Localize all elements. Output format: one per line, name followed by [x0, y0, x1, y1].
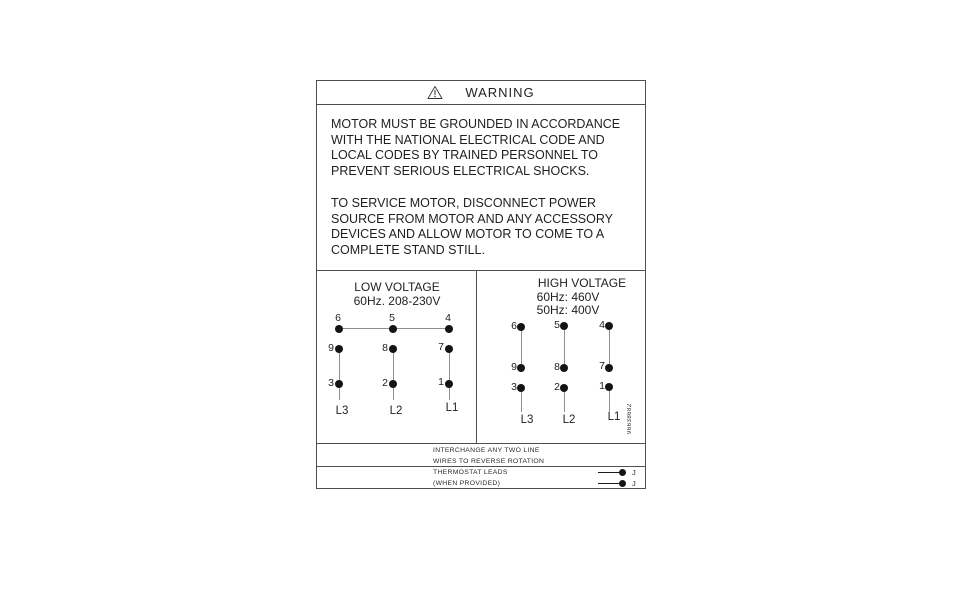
terminal-dot-7: [445, 345, 453, 353]
warning-title: WARNING: [465, 85, 535, 100]
line-label-L2: L2: [389, 405, 403, 417]
terminal-dot-9: [335, 345, 343, 353]
thermostat-lead-dot: [619, 469, 626, 476]
terminal-label: 5: [389, 312, 395, 324]
grounding-paragraph: [331, 117, 631, 179]
terminal-label: 2: [554, 381, 560, 393]
body-line: PREVENT SERIOUS ELECTRICAL SHOCKS.: [331, 163, 590, 178]
low-voltage-subtitle: 60Hz. 208-230V: [353, 294, 441, 308]
warning-header: [317, 81, 645, 105]
terminal-dot-2: [560, 384, 568, 392]
high-voltage-diagram: [477, 271, 645, 444]
terminal-label: 9: [511, 361, 517, 373]
body-line: MOTOR MUST BE GROUNDED IN ACCORDANCE: [331, 117, 621, 131]
low-voltage-diagram: [317, 271, 477, 444]
terminal-dot-7: [605, 364, 613, 372]
terminal-dot-8: [389, 345, 397, 353]
warning-triangle-icon: [427, 85, 443, 100]
terminal-label: 4: [599, 319, 605, 331]
terminal-label: 3: [511, 381, 517, 393]
body-line: SOURCE FROM MOTOR AND ANY ACCESSORY: [331, 211, 614, 226]
terminal-label: 9: [328, 342, 334, 354]
wire-6-9: [521, 327, 522, 368]
thermostat-lead-wire: [598, 472, 620, 473]
thermostat-lead-symbol: [598, 469, 640, 477]
terminal-dot-4: [605, 322, 613, 330]
terminal-label: 5: [554, 319, 560, 331]
terminal-dot-6: [517, 323, 525, 331]
terminal-label: 1: [599, 380, 605, 392]
low-voltage-title: LOW VOLTAGE: [354, 280, 440, 294]
line-label-L3: L3: [335, 405, 349, 417]
high-voltage-subtitle-60hz: 60Hz: 460V: [536, 290, 600, 304]
terminal-dot-1: [605, 383, 613, 391]
high-voltage-title: HIGH VOLTAGE: [537, 276, 627, 290]
wiring-diagrams: [317, 270, 645, 443]
thermostat-lead-label: J: [632, 468, 636, 477]
line-label-L1: L1: [607, 411, 621, 423]
line-label-L1: L1: [445, 402, 459, 414]
terminal-dot-3: [517, 384, 525, 392]
terminal-label: 7: [599, 360, 605, 372]
body-line: WITH THE NATIONAL ELECTRICAL CODE AND: [331, 132, 605, 147]
terminal-label: 1: [438, 376, 444, 388]
terminal-label: 2: [382, 377, 388, 389]
terminal-dot-1: [445, 380, 453, 388]
terminal-dot-9: [517, 364, 525, 372]
terminal-label: 8: [554, 361, 560, 373]
rotation-note-row: [317, 443, 645, 466]
thermostat-lead-wire: [598, 483, 620, 484]
warning-body-text: [331, 117, 631, 258]
motor-warning-label: [316, 80, 646, 489]
thermostat-lead-label: J: [632, 479, 636, 488]
high-voltage-subtitle-50hz: 50Hz: 400V: [536, 303, 600, 317]
terminal-label: 7: [438, 341, 444, 353]
body-line: LOCAL CODES BY TRAINED PERSONNEL TO: [331, 148, 598, 162]
terminal-label: 3: [328, 377, 334, 389]
terminal-dot-5: [389, 325, 397, 333]
body-line: COMPLETE STAND STILL.: [331, 242, 485, 257]
thermostat-lead-symbol: [598, 480, 640, 488]
terminal-dot-4: [445, 325, 453, 333]
wire-8-2-L2: [393, 349, 394, 400]
wire-4-7: [609, 326, 610, 368]
thermostat-note-line: (WHEN PROVIDED): [433, 480, 501, 487]
terminal-dot-8: [560, 364, 568, 372]
thermostat-lead-dot: [619, 480, 626, 487]
wire-5-8: [564, 326, 565, 368]
wire-7-1-L1: [449, 349, 450, 400]
terminal-dot-5: [560, 322, 568, 330]
line-label-L2: L2: [562, 414, 576, 426]
thermostat-note-line: THERMOSTAT LEADS: [433, 469, 508, 476]
rotation-note-line: INTERCHANGE ANY TWO LINE: [433, 447, 540, 454]
terminal-label: 4: [445, 312, 451, 324]
body-line: DEVICES AND ALLOW MOTOR TO COME TO A: [331, 227, 605, 241]
thermostat-note-row: [317, 466, 645, 489]
terminal-dot-6: [335, 325, 343, 333]
service-paragraph: [331, 196, 631, 258]
part-number-vertical: 96638682: [627, 403, 633, 434]
wire-9-3-L3: [339, 349, 340, 400]
rotation-note-line: WIRES TO REVERSE ROTATION: [433, 458, 545, 465]
terminal-dot-2: [389, 380, 397, 388]
terminal-label: 6: [335, 312, 341, 324]
line-label-L3: L3: [520, 414, 534, 426]
body-line: TO SERVICE MOTOR, DISCONNECT POWER: [331, 196, 597, 210]
terminal-dot-3: [335, 380, 343, 388]
terminal-label: 6: [511, 320, 517, 332]
terminal-label: 8: [382, 342, 388, 354]
